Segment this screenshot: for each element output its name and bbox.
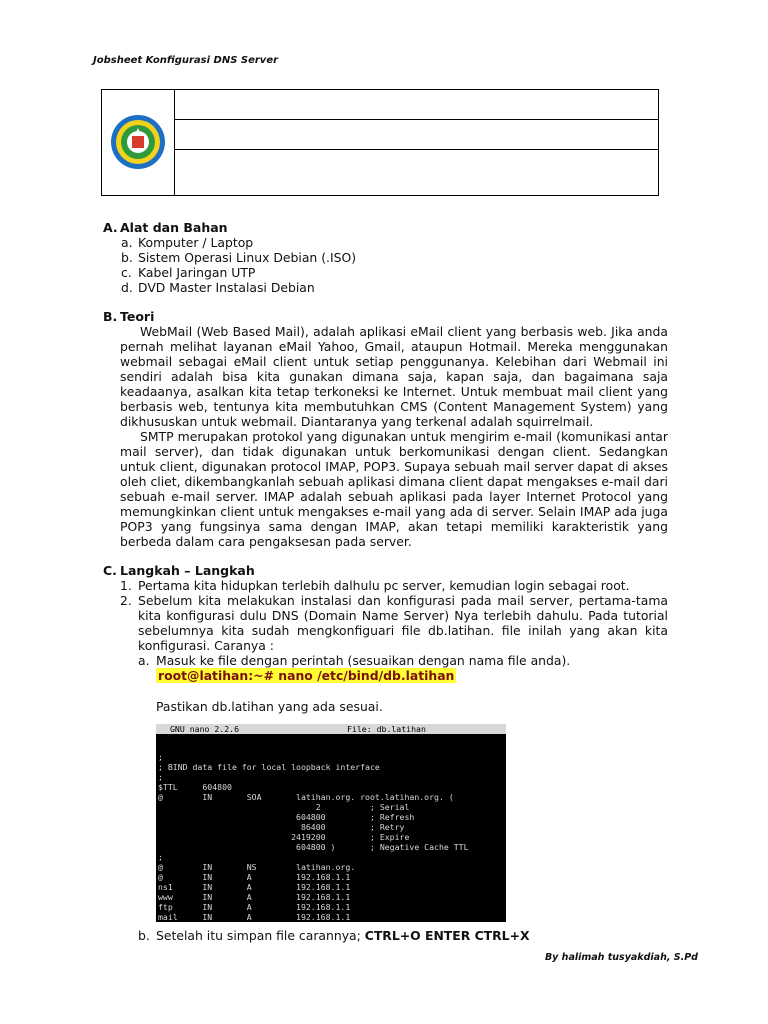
section-heading (103, 309, 668, 324)
paragraph: WebMail (Web Based Mail), adalah aplikasi eMail client yang berbasis web. Jika anda pernah melihat layanan eMail Yahoo, Gmail, ataupun Hotmail. Mereka menggunakan webmail sebagai eMail client untuk setiap penggunanya. Kelebihan dari Webmail ini sendiri adalah bisa kita gunakan dimana saja, kapan saja, dan bagaimana saja keadaanya, asalkan kita tetap terkoneksi ke Internet. Untuk membuat mail client yang berbasis web, tentunya kita membutuhkan CMS (Content Management System) yang dikhususkan untuk webmail. Diantaranya yang terkenal adalah squirrelmail. (120, 324, 668, 429)
list-item: a. Komputer / Laptop (121, 235, 254, 250)
terminal-line: ; (158, 752, 163, 762)
section-letter: C. (103, 563, 117, 578)
list-item: b. Setelah itu simpan file carannya; CTRL+O ENTER CTRL+X (138, 928, 530, 943)
section-heading (103, 563, 668, 578)
header-table (101, 89, 659, 196)
list-item: 1. Pertama kita hidupkan terlebih dalhulu pc server, kemudian login sebagai root. (120, 578, 630, 593)
section-title: Alat dan Bahan (120, 220, 228, 235)
terminal-line: mail IN A 192.168.1.1 (158, 912, 351, 922)
terminal-line: @ IN SOA latihan.org. root.latihan.org. ( (158, 792, 454, 802)
terminal-screenshot (156, 724, 506, 922)
terminal-line: ; (158, 852, 163, 862)
note-text: Pastikan db.latihan yang ada sesuai. (156, 699, 383, 714)
document-body (103, 220, 668, 957)
header-table-row-divider (174, 119, 658, 120)
terminal-line: 2 ; Serial (158, 802, 410, 812)
terminal-line (158, 742, 506, 752)
terminal-line: 2419200 ; Expire (158, 832, 410, 842)
terminal-line: www IN A 192.168.1.1 (158, 892, 351, 902)
list-item: b. Sistem Operasi Linux Debian (.ISO) (121, 250, 357, 265)
terminal-content (156, 734, 506, 922)
section-letter: A. (103, 220, 118, 235)
terminal-line: $TTL 604800 (158, 782, 232, 792)
nano-title-bar (156, 724, 506, 734)
command-highlight: root@latihan:~# nano /etc/bind/db.latihan (158, 668, 455, 683)
terminal-line: @ IN A 192.168.1.1 (158, 872, 351, 882)
section-letter: B. (103, 309, 118, 324)
steps-list (103, 578, 668, 943)
terminal-line: ftp IN A 192.168.1.1 (158, 902, 351, 912)
nano-version: GNU nano 2.2.6 (170, 724, 240, 734)
terminal-line: ; (158, 772, 163, 782)
section-title: Teori (120, 309, 155, 324)
document-header-title: Jobsheet Konfigurasi DNS Server (93, 55, 279, 66)
terminal-line: 604800 ) ; Negative Cache TTL (158, 842, 469, 852)
terminal-line: @ IN NS latihan.org. (158, 862, 356, 872)
keyboard-shortcut: CTRL+O ENTER CTRL+X (364, 928, 530, 943)
header-table-row-divider (174, 149, 658, 150)
section-title: Langkah – Langkah (120, 563, 255, 578)
school-logo-icon (110, 114, 166, 170)
list-item: 2. Sebelum kita melakukan instalasi dan konfigurasi pada mail server, pertama-tama kita konfigurasi dulu DNS (Domain Name Server) Nya terlebih dahulu. Pada tutorial sebelumnya kita sudah mengkonfiguari file db.latihan. file inilah yang akan kita konfigurasi. Caranya : (120, 593, 668, 653)
section-c (103, 563, 668, 943)
substep-body (120, 668, 668, 922)
section-a (103, 220, 668, 295)
paragraph: SMTP merupakan protokol yang digunakan untuk mengirim e-mail (komunikasi antar mail server), dan tidak digunakan untuk berkomunikasi dengan client. Sedangkan untuk client, digunakan protocol IMAP, POP3. Supaya sebuah mail server dapat di akses oleh cliet, dikembangkanlah sebuah aplikasi dimana client dapat mengakses e-mail dari sebuah e-mail server. IMAP adalah sebuah aplikasi pada layer Internet Protocol yang memungkinkan client untuk mengakses e-mail yang ada di server. Selain IMAP ada juga POP3 yang fungsinya sama dengan IMAP, akan tetapi memiliki karakteristik yang berbeda dalam cara pengaksesan pada server. (120, 429, 668, 549)
section-heading (103, 220, 668, 235)
materials-list (103, 235, 668, 295)
terminal-line: ; BIND data file for local loopback interface (158, 762, 380, 772)
section-b (103, 309, 668, 549)
list-item: d. DVD Master Instalasi Debian (121, 280, 315, 295)
list-item: a. Masuk ke file dengan perintah (sesuaikan dengan nama file anda). (138, 653, 571, 668)
nano-filename: File: db.latihan (347, 724, 426, 734)
terminal-line: ns1 IN A 192.168.1.1 (158, 882, 351, 892)
theory-text (103, 324, 668, 549)
terminal-line: 604800 ; Refresh (158, 812, 415, 822)
logo-cell (102, 90, 175, 195)
document-footer-author: By halimah tusyakdiah, S.Pd (544, 952, 698, 963)
list-item: c. Kabel Jaringan UTP (121, 265, 256, 280)
terminal-line: 86400 ; Retry (158, 822, 405, 832)
